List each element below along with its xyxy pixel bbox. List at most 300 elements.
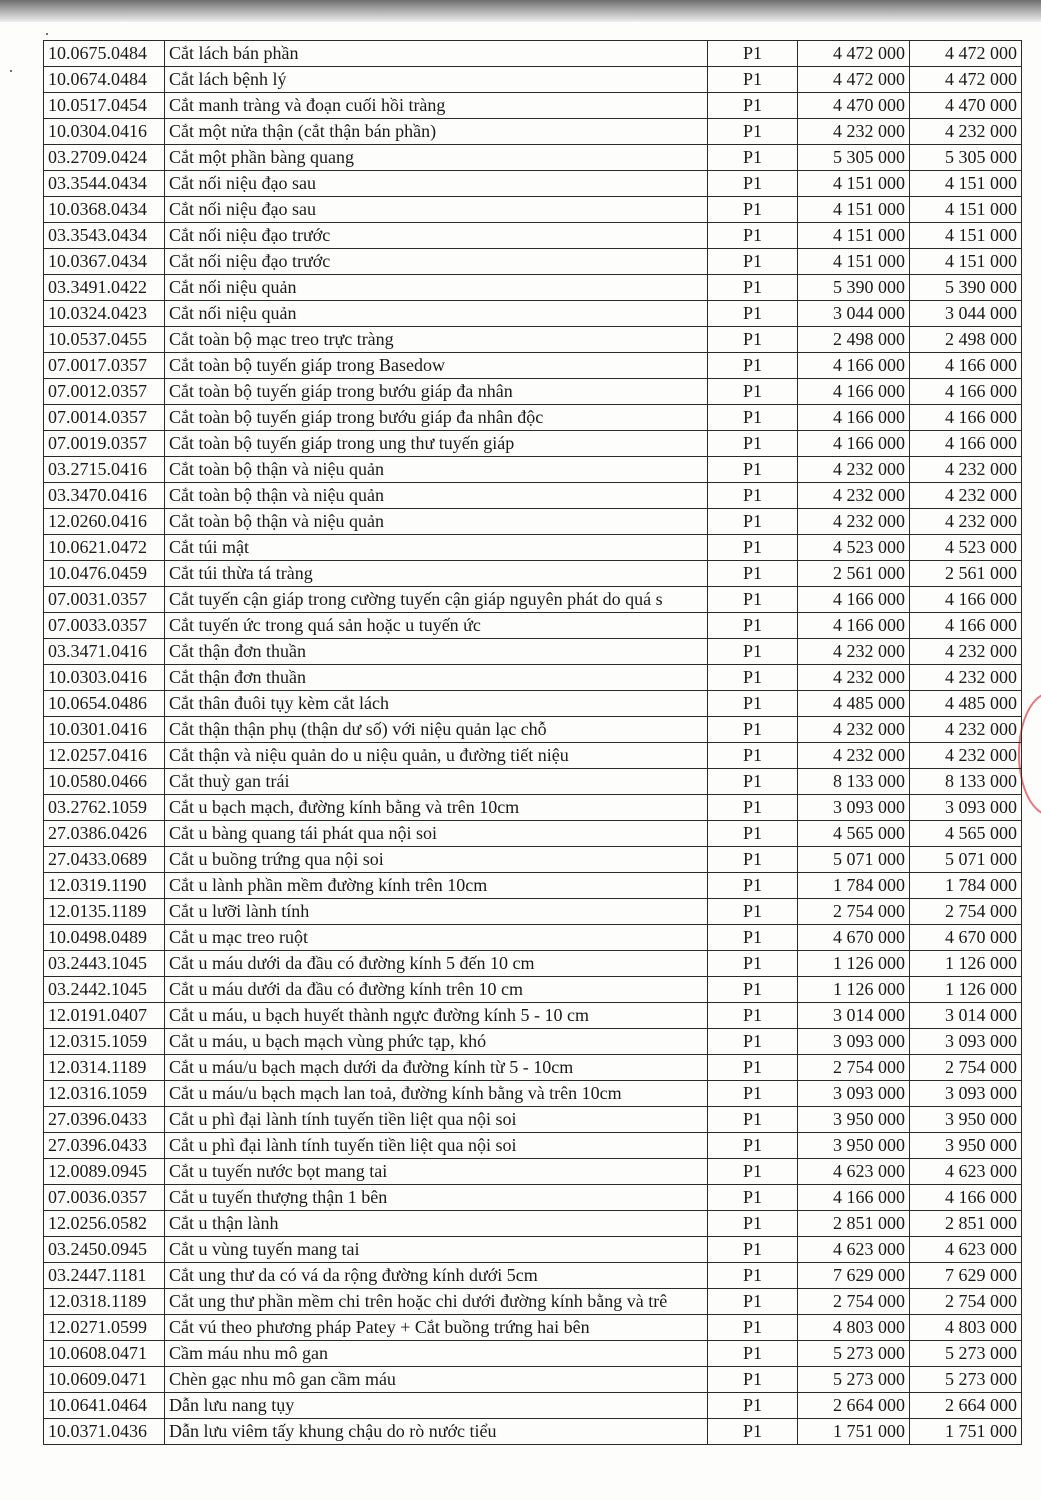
procedure-code: 10.0324.0423 [44, 301, 165, 327]
price-cell: 2 754 000 [910, 899, 1022, 925]
procedure-class: P1 [708, 743, 798, 769]
procedure-code: 03.2709.0424 [44, 145, 165, 171]
price-cell: 5 273 000 [910, 1341, 1022, 1367]
price-cell: 4 232 000 [910, 119, 1022, 145]
procedure-code: 03.2443.1045 [44, 951, 165, 977]
price-cell: 8 133 000 [910, 769, 1022, 795]
price-cell: 7 629 000 [910, 1263, 1022, 1289]
table-row [44, 951, 1022, 977]
price-cell: 4 623 000 [798, 1159, 910, 1185]
procedure-class: P1 [708, 821, 798, 847]
procedure-class: P1 [708, 301, 798, 327]
procedure-name: Cắt u lưỡi lành tính [165, 899, 708, 925]
price-cell: 3 950 000 [910, 1133, 1022, 1159]
procedure-name: Cắt u mạc treo ruột [165, 925, 708, 951]
procedure-class: P1 [708, 327, 798, 353]
table-row [44, 561, 1022, 587]
procedure-code: 10.0498.0489 [44, 925, 165, 951]
procedure-code: 27.0433.0689 [44, 847, 165, 873]
price-cell: 4 472 000 [910, 41, 1022, 67]
table-row [44, 743, 1022, 769]
procedure-class: P1 [708, 1419, 798, 1445]
procedure-class: P1 [708, 1393, 798, 1419]
price-cell: 4 670 000 [910, 925, 1022, 951]
table-row [44, 405, 1022, 431]
procedure-name: Cắt nối niệu quản [165, 301, 708, 327]
price-cell: 4 485 000 [910, 691, 1022, 717]
procedure-code: 03.2447.1181 [44, 1263, 165, 1289]
price-cell: 5 273 000 [798, 1341, 910, 1367]
table-row [44, 1367, 1022, 1393]
procedure-name: Cắt ung thư da có vá da rộng đường kính dưới 5cm [165, 1263, 708, 1289]
procedure-code: 12.0135.1189 [44, 899, 165, 925]
table-row [44, 613, 1022, 639]
procedure-name: Cắt lách bệnh lý [165, 67, 708, 93]
price-cell: 4 166 000 [798, 613, 910, 639]
price-cell: 1 784 000 [798, 873, 910, 899]
procedure-class: P1 [708, 1237, 798, 1263]
procedure-name: Cắt ung thư phần mềm chi trên hoặc chi dưới đường kính bằng và trê [165, 1289, 708, 1315]
table-row [44, 67, 1022, 93]
price-cell: 4 803 000 [798, 1315, 910, 1341]
price-cell: 5 390 000 [798, 275, 910, 301]
table-row [44, 795, 1022, 821]
table-row [44, 873, 1022, 899]
procedure-class: P1 [708, 587, 798, 613]
procedure-name: Cắt thuỳ gan trái [165, 769, 708, 795]
price-cell: 1 126 000 [798, 951, 910, 977]
procedure-name: Cắt u thận lành [165, 1211, 708, 1237]
procedure-name: Cắt toàn bộ thận và niệu quản [165, 509, 708, 535]
procedure-class: P1 [708, 1107, 798, 1133]
price-cell: 4 232 000 [910, 665, 1022, 691]
procedure-code: 12.0315.1059 [44, 1029, 165, 1055]
procedure-class: P1 [708, 535, 798, 561]
price-cell: 5 273 000 [910, 1367, 1022, 1393]
price-cell: 4 151 000 [910, 249, 1022, 275]
procedure-code: 10.0537.0455 [44, 327, 165, 353]
procedure-price-table [43, 40, 1022, 1445]
price-cell: 4 232 000 [798, 665, 910, 691]
table-row [44, 925, 1022, 951]
table-row [44, 483, 1022, 509]
price-cell: 1 751 000 [798, 1419, 910, 1445]
procedure-code: 07.0017.0357 [44, 353, 165, 379]
price-cell: 2 498 000 [798, 327, 910, 353]
procedure-class: P1 [708, 431, 798, 457]
procedure-name: Cắt u máu dưới da đầu có đường kính 5 đến 10 cm [165, 951, 708, 977]
price-cell: 4 565 000 [798, 821, 910, 847]
price-cell: 4 623 000 [798, 1237, 910, 1263]
table-row [44, 899, 1022, 925]
price-cell: 4 232 000 [910, 483, 1022, 509]
price-cell: 7 629 000 [798, 1263, 910, 1289]
price-cell: 4 232 000 [798, 743, 910, 769]
price-cell: 4 166 000 [798, 405, 910, 431]
procedure-code: 07.0033.0357 [44, 613, 165, 639]
procedure-name: Cắt u máu, u bạch huyết thành ngực đường kính 5 - 10 cm [165, 1003, 708, 1029]
table-row [44, 1107, 1022, 1133]
table-row [44, 275, 1022, 301]
procedure-code: 10.0304.0416 [44, 119, 165, 145]
table-row [44, 665, 1022, 691]
table-row [44, 249, 1022, 275]
procedure-name: Cắt u phì đại lành tính tuyến tiền liệt qua nội soi [165, 1107, 708, 1133]
procedure-name: Cắt u bạch mạch, đường kính bằng và trên 10cm [165, 795, 708, 821]
table-row [44, 327, 1022, 353]
procedure-code: 27.0396.0433 [44, 1133, 165, 1159]
procedure-code: 10.0301.0416 [44, 717, 165, 743]
price-cell: 3 093 000 [910, 795, 1022, 821]
price-cell: 2 561 000 [798, 561, 910, 587]
table-row [44, 1081, 1022, 1107]
procedure-code: 07.0031.0357 [44, 587, 165, 613]
procedure-code: 03.3543.0434 [44, 223, 165, 249]
procedure-class: P1 [708, 1315, 798, 1341]
procedure-code: 12.0257.0416 [44, 743, 165, 769]
procedure-class: P1 [708, 1133, 798, 1159]
procedure-name: Cắt u phì đại lành tính tuyến tiền liệt qua nội soi [165, 1133, 708, 1159]
procedure-class: P1 [708, 1367, 798, 1393]
procedure-class: P1 [708, 613, 798, 639]
procedure-class: P1 [708, 119, 798, 145]
procedure-code: 12.0256.0582 [44, 1211, 165, 1237]
procedure-name: Cắt thận và niệu quản do u niệu quản, u đường tiết niệu [165, 743, 708, 769]
price-cell: 4 232 000 [910, 639, 1022, 665]
procedure-code: 10.0367.0434 [44, 249, 165, 275]
price-cell: 4 151 000 [798, 171, 910, 197]
procedure-class: P1 [708, 1159, 798, 1185]
procedure-code: 03.3544.0434 [44, 171, 165, 197]
price-cell: 4 166 000 [910, 379, 1022, 405]
procedure-class: P1 [708, 353, 798, 379]
procedure-name: Cắt u máu/u bạch mạch lan toả, đường kính bằng và trên 10cm [165, 1081, 708, 1107]
price-cell: 4 151 000 [910, 197, 1022, 223]
table-row [44, 1341, 1022, 1367]
table-row [44, 717, 1022, 743]
price-cell: 2 754 000 [798, 1289, 910, 1315]
procedure-name: Cắt u bàng quang tái phát qua nội soi [165, 821, 708, 847]
procedure-code: 07.0012.0357 [44, 379, 165, 405]
procedure-code: 03.2762.1059 [44, 795, 165, 821]
procedure-class: P1 [708, 249, 798, 275]
price-cell: 4 232 000 [798, 717, 910, 743]
procedure-class: P1 [708, 405, 798, 431]
price-cell: 1 126 000 [910, 951, 1022, 977]
procedure-code: 12.0319.1190 [44, 873, 165, 899]
procedure-code: 10.0371.0436 [44, 1419, 165, 1445]
price-cell: 4 232 000 [910, 743, 1022, 769]
price-cell: 2 851 000 [910, 1211, 1022, 1237]
procedure-class: P1 [708, 847, 798, 873]
procedure-class: P1 [708, 41, 798, 67]
table-row [44, 1419, 1022, 1445]
procedure-name: Cắt u buồng trứng qua nội soi [165, 847, 708, 873]
price-cell: 2 754 000 [798, 899, 910, 925]
price-cell: 4 565 000 [910, 821, 1022, 847]
procedure-code: 03.2450.0945 [44, 1237, 165, 1263]
procedure-class: P1 [708, 1081, 798, 1107]
price-cell: 3 950 000 [910, 1107, 1022, 1133]
procedure-name: Dẫn lưu nang tụy [165, 1393, 708, 1419]
scan-speck [10, 70, 12, 72]
price-cell: 4 232 000 [798, 483, 910, 509]
procedure-class: P1 [708, 1055, 798, 1081]
procedure-class: P1 [708, 1029, 798, 1055]
price-cell: 4 623 000 [910, 1159, 1022, 1185]
procedure-class: P1 [708, 67, 798, 93]
price-cell: 4 151 000 [798, 249, 910, 275]
procedure-class: P1 [708, 483, 798, 509]
procedure-code: 12.0314.1189 [44, 1055, 165, 1081]
procedure-name: Cắt thận đơn thuần [165, 639, 708, 665]
price-cell: 4 151 000 [910, 171, 1022, 197]
procedure-class: P1 [708, 665, 798, 691]
procedure-class: P1 [708, 1211, 798, 1237]
table-row [44, 1003, 1022, 1029]
price-cell: 4 232 000 [798, 509, 910, 535]
price-cell: 4 232 000 [798, 119, 910, 145]
procedure-name: Cắt túi mật [165, 535, 708, 561]
price-cell: 3 014 000 [910, 1003, 1022, 1029]
procedure-class: P1 [708, 223, 798, 249]
procedure-code: 03.3470.0416 [44, 483, 165, 509]
table-row [44, 197, 1022, 223]
procedure-class: P1 [708, 1341, 798, 1367]
table-row [44, 301, 1022, 327]
procedure-code: 03.3491.0422 [44, 275, 165, 301]
price-cell: 4 623 000 [910, 1237, 1022, 1263]
procedure-code: 10.0368.0434 [44, 197, 165, 223]
table-row [44, 1263, 1022, 1289]
procedure-class: P1 [708, 197, 798, 223]
price-cell: 2 664 000 [910, 1393, 1022, 1419]
procedure-name: Cắt tuyến cận giáp trong cường tuyến cận giáp nguyên phát do quá s [165, 587, 708, 613]
table-row [44, 821, 1022, 847]
table-row [44, 353, 1022, 379]
table-row [44, 535, 1022, 561]
price-cell: 4 166 000 [910, 431, 1022, 457]
price-cell: 4 166 000 [798, 1185, 910, 1211]
procedure-class: P1 [708, 1289, 798, 1315]
price-cell: 3 093 000 [798, 795, 910, 821]
procedure-code: 10.0608.0471 [44, 1341, 165, 1367]
price-cell: 4 232 000 [798, 457, 910, 483]
price-cell: 4 485 000 [798, 691, 910, 717]
price-cell: 4 166 000 [798, 379, 910, 405]
procedure-name: Cắt nối niệu đạo trước [165, 249, 708, 275]
price-cell: 2 754 000 [910, 1289, 1022, 1315]
table-row [44, 171, 1022, 197]
procedure-class: P1 [708, 1263, 798, 1289]
procedure-class: P1 [708, 717, 798, 743]
price-cell: 4 803 000 [910, 1315, 1022, 1341]
procedure-name: Cắt toàn bộ tuyến giáp trong bướu giáp đa nhân độc [165, 405, 708, 431]
price-cell: 3 044 000 [910, 301, 1022, 327]
table-row [44, 587, 1022, 613]
price-cell: 5 071 000 [798, 847, 910, 873]
procedure-class: P1 [708, 691, 798, 717]
table-row [44, 769, 1022, 795]
price-cell: 4 232 000 [910, 717, 1022, 743]
table-row [44, 1029, 1022, 1055]
procedure-class: P1 [708, 769, 798, 795]
procedure-class: P1 [708, 925, 798, 951]
procedure-code: 27.0396.0433 [44, 1107, 165, 1133]
table-row [44, 1393, 1022, 1419]
procedure-code: 10.0675.0484 [44, 41, 165, 67]
price-cell: 4 166 000 [910, 1185, 1022, 1211]
price-cell: 4 166 000 [910, 405, 1022, 431]
table-row [44, 1237, 1022, 1263]
price-cell: 4 470 000 [798, 93, 910, 119]
price-cell: 3 950 000 [798, 1133, 910, 1159]
procedure-code: 03.2715.0416 [44, 457, 165, 483]
procedure-name: Cắt u tuyến nước bọt mang tai [165, 1159, 708, 1185]
price-cell: 3 950 000 [798, 1107, 910, 1133]
table-row [44, 1289, 1022, 1315]
procedure-name: Dẫn lưu viêm tấy khung chậu do rò nước tiểu [165, 1419, 708, 1445]
table-body [44, 41, 1022, 1445]
procedure-code: 10.0609.0471 [44, 1367, 165, 1393]
procedure-class: P1 [708, 977, 798, 1003]
table-row [44, 93, 1022, 119]
price-cell: 4 470 000 [910, 93, 1022, 119]
price-cell: 2 754 000 [798, 1055, 910, 1081]
price-cell: 4 166 000 [910, 613, 1022, 639]
procedure-name: Cắt toàn bộ tuyến giáp trong Basedow [165, 353, 708, 379]
procedure-name: Cắt vú theo phương pháp Patey + Cắt buồng trứng hai bên [165, 1315, 708, 1341]
procedure-code: 12.0271.0599 [44, 1315, 165, 1341]
procedure-name: Cắt toàn bộ thận và niệu quản [165, 457, 708, 483]
procedure-name: Cắt u lành phần mềm đường kính trên 10cm [165, 873, 708, 899]
procedure-code: 07.0036.0357 [44, 1185, 165, 1211]
procedure-class: P1 [708, 171, 798, 197]
procedure-name: Cắt lách bán phần [165, 41, 708, 67]
price-cell: 5 305 000 [910, 145, 1022, 171]
price-cell: 1 784 000 [910, 873, 1022, 899]
table-row [44, 977, 1022, 1003]
price-cell: 4 151 000 [798, 223, 910, 249]
table-row [44, 41, 1022, 67]
procedure-name: Cắt u vùng tuyến mang tai [165, 1237, 708, 1263]
table-row [44, 1211, 1022, 1237]
price-cell: 4 232 000 [910, 509, 1022, 535]
procedure-name: Cắt toàn bộ tuyến giáp trong ung thư tuyến giáp [165, 431, 708, 457]
table-row [44, 1159, 1022, 1185]
price-cell: 2 498 000 [910, 327, 1022, 353]
procedure-code: 10.0476.0459 [44, 561, 165, 587]
table-row [44, 847, 1022, 873]
price-cell: 3 093 000 [910, 1029, 1022, 1055]
procedure-code: 10.0654.0486 [44, 691, 165, 717]
table-row [44, 509, 1022, 535]
procedure-class: P1 [708, 1003, 798, 1029]
procedure-code: 12.0318.1189 [44, 1289, 165, 1315]
price-cell: 4 472 000 [910, 67, 1022, 93]
table-row [44, 457, 1022, 483]
procedure-name: Cắt tuyến ức trong quá sản hoặc u tuyến ức [165, 613, 708, 639]
procedure-class: P1 [708, 873, 798, 899]
procedure-name: Cầm máu nhu mô gan [165, 1341, 708, 1367]
procedure-class: P1 [708, 1185, 798, 1211]
procedure-name: Cắt thận đơn thuần [165, 665, 708, 691]
procedure-code: 10.0621.0472 [44, 535, 165, 561]
procedure-code: 10.0580.0466 [44, 769, 165, 795]
price-cell: 4 151 000 [798, 197, 910, 223]
price-cell: 4 166 000 [910, 353, 1022, 379]
procedure-class: P1 [708, 639, 798, 665]
procedure-class: P1 [708, 379, 798, 405]
procedure-name: Cắt thận thận phụ (thận dư số) với niệu quản lạc chỗ [165, 717, 708, 743]
price-cell: 3 014 000 [798, 1003, 910, 1029]
price-cell: 4 151 000 [910, 223, 1022, 249]
procedure-code: 12.0316.1059 [44, 1081, 165, 1107]
procedure-name: Cắt u tuyến thượng thận 1 bên [165, 1185, 708, 1211]
table-row [44, 119, 1022, 145]
procedure-name: Cắt toàn bộ mạc treo trực tràng [165, 327, 708, 353]
procedure-code: 03.3471.0416 [44, 639, 165, 665]
procedure-name: Cắt nối niệu đạo sau [165, 197, 708, 223]
procedure-code: 10.0674.0484 [44, 67, 165, 93]
price-cell: 4 472 000 [798, 41, 910, 67]
price-cell: 3 044 000 [798, 301, 910, 327]
price-cell: 8 133 000 [798, 769, 910, 795]
procedure-code: 03.2442.1045 [44, 977, 165, 1003]
procedure-name: Cắt nối niệu đạo trước [165, 223, 708, 249]
table-row [44, 639, 1022, 665]
procedure-class: P1 [708, 509, 798, 535]
procedure-code: 10.0517.0454 [44, 93, 165, 119]
procedure-name: Cắt một nửa thận (cắt thận bán phần) [165, 119, 708, 145]
table-row [44, 223, 1022, 249]
table-row [44, 145, 1022, 171]
procedure-code: 07.0014.0357 [44, 405, 165, 431]
procedure-name: Cắt u máu dưới da đầu có đường kính trên 10 cm [165, 977, 708, 1003]
procedure-code: 10.0303.0416 [44, 665, 165, 691]
price-cell: 5 305 000 [798, 145, 910, 171]
price-cell: 1 126 000 [798, 977, 910, 1003]
price-cell: 4 523 000 [798, 535, 910, 561]
procedure-name: Cắt u máu/u bạch mạch dưới da đường kính từ 5 - 10cm [165, 1055, 708, 1081]
price-cell: 4 670 000 [798, 925, 910, 951]
table-row [44, 1315, 1022, 1341]
scan-speck [46, 33, 48, 35]
procedure-code: 07.0019.0357 [44, 431, 165, 457]
procedure-name: Cắt thân đuôi tụy kèm cắt lách [165, 691, 708, 717]
procedure-class: P1 [708, 561, 798, 587]
table-row [44, 1185, 1022, 1211]
price-cell: 2 754 000 [910, 1055, 1022, 1081]
procedure-name: Cắt toàn bộ tuyến giáp trong bướu giáp đa nhân [165, 379, 708, 405]
procedure-class: P1 [708, 145, 798, 171]
price-cell: 4 166 000 [798, 431, 910, 457]
procedure-class: P1 [708, 457, 798, 483]
procedure-name: Cắt một phần bàng quang [165, 145, 708, 171]
price-cell: 2 851 000 [798, 1211, 910, 1237]
procedure-class: P1 [708, 93, 798, 119]
price-cell: 4 472 000 [798, 67, 910, 93]
procedure-name: Cắt nối niệu quản [165, 275, 708, 301]
price-cell: 5 071 000 [910, 847, 1022, 873]
price-cell: 4 166 000 [798, 353, 910, 379]
procedure-class: P1 [708, 951, 798, 977]
price-cell: 3 093 000 [910, 1081, 1022, 1107]
procedure-name: Cắt manh tràng và đoạn cuối hồi tràng [165, 93, 708, 119]
price-cell: 1 126 000 [910, 977, 1022, 1003]
scan-top-shadow [0, 0, 1041, 22]
procedure-code: 27.0386.0426 [44, 821, 165, 847]
